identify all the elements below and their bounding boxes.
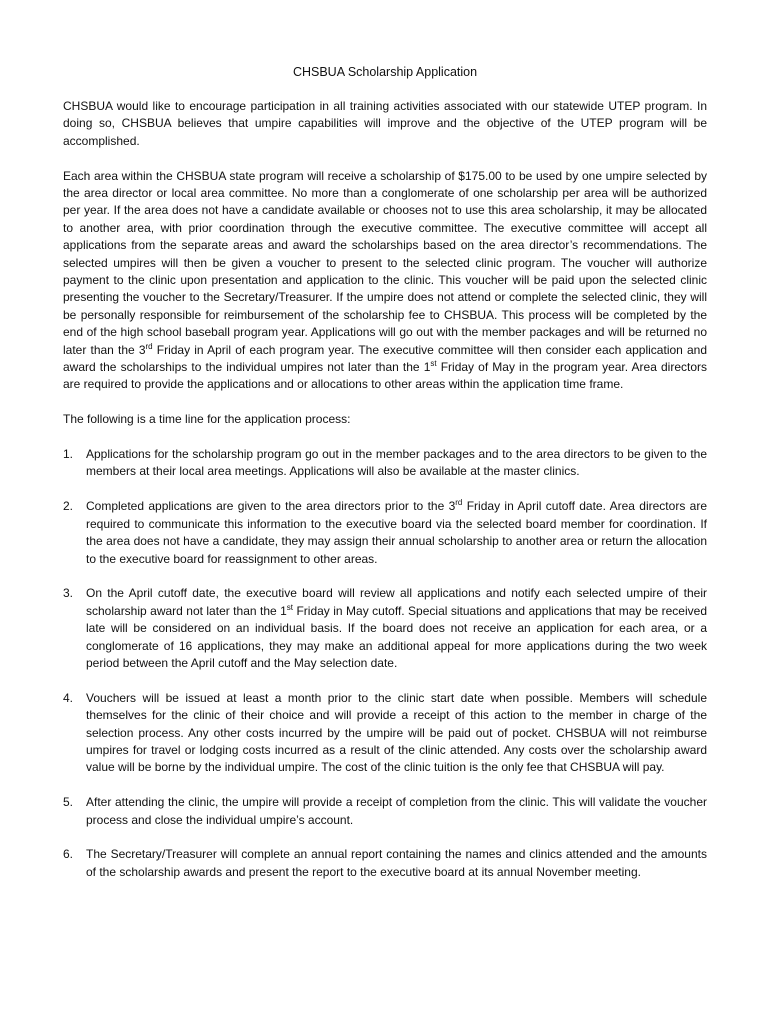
list-number: 3. [63,586,74,601]
page-title: CHSBUA Scholarship Application [292,65,478,79]
scholarship-text-2: Friday in April of each program year. The executive committee will then consider each application and award the scholarships to the individual umpires not later than the 1 [63,342,707,375]
timeline-intro: The following is a time line for the application process: [63,412,351,427]
scholarship-text-1: Each area within the CHSBUA state program will receive a scholarship of $175.00 to be used by one umpire selected by the area director or local area committee. No more than a conglomerate of one scholarship per area will be authorized per year. If the area does not have a candidate available or chooses not to use this area scholarship, it may be allocated to another area, with prior coordination through the executive committee. The executive committee will accept all applications from the separate areas and award the scholarships based on the area director’s recommendations. The selected umpires will then be given a voucher to present to the selected clinic program. The voucher will authorize payment to the clinic upon presentation and application to the clinic. This voucher will be paid upon the selected clinic presenting the voucher to the Secretary/Treasurer. If the umpire does not attend or complete the selected clinic, they will be personally responsible for reimbursement of the scholarship fee to CHSBUA. This process will be completed by the end of the high school baseball program year. Applications will go out with the member packages and will be returned no later than the 3 [63,168,707,357]
intro-paragraph: CHSBUA would like to encourage participation in all training activities associated with our statewide UTEP program. In doing so, CHSBUA believes that umpire capabilities will improve and the objective of the UTEP program will be accomplished. [63,99,707,148]
list-item [63,846,707,881]
scholarship-paragraph [63,168,707,394]
list-text-part: Completed applications are given to the area directors prior to the 3 [86,499,456,514]
list-number: 2. [63,499,74,514]
scholarship-text-3: Friday of May in the program year. Area directors are required to provide the applications and or allocations to other areas within the application time frame. [63,360,707,392]
list-number: 1. [63,447,74,462]
ordinal-suffix: rd [455,498,463,508]
list-text-part: On the April cutoff date, the executive board will review all applications and notify each selected umpire of their scholarship award not later than the 1 [86,586,707,618]
ordinal-suffix: st [286,602,294,612]
list-text-part: Friday in May cutoff. Special situations and applications that may be received late will be considered on an individual basis. If the board does not receive an application for each area, or a conglomerate of 16 applications, they may make an additional appeal for more applications during the two week period between the April cutoff and the May selection date. [86,603,707,670]
ordinal-suffix: st [430,359,437,369]
list-number: 5. [63,795,74,810]
timeline-list [63,446,707,881]
document-page [63,64,707,899]
list-text [86,499,707,565]
list-item [63,446,707,481]
list-text: Vouchers will be issued at least a month prior to the clinic start date when possible. Members will schedule themselves for the clinic of their choice and will provide a receipt of this action to the member in charge of the selection process. Any other costs incurred by the umpire will be paid out of pocket. CHSBUA will not reimburse umpires for travel or lodging costs incurred as a result of the clinic attended. Any costs over the scholarship award value will be borne by the individual umpire. The cost of the clinic tuition is the only fee that CHSBUA will pay. [86,690,707,775]
list-item [63,794,707,829]
list-item [63,585,707,672]
list-number: 6. [63,847,74,862]
list-text [86,586,707,670]
list-number: 4. [63,690,74,705]
list-text-part: Friday in April cutoff date. Area directors are required to communicate this information to the executive board via the selected board member for coordination. If the area does not have a candidate, they may assign their annual scholarship to another area or return the allocation to the executive board for reassignment to other areas. [86,499,707,566]
list-text: Applications for the scholarship program go out in the member packages and to the area directors to be given to the members at their local area meetings. Applications will also be available at the master clinics. [86,447,707,479]
list-text: The Secretary/Treasurer will complete an annual report containing the names and clinics attended and the amounts of the scholarship awards and present the report to the executive board at its annual November meeting. [86,847,707,879]
list-item [63,498,707,568]
ordinal-suffix: rd [145,341,153,351]
list-item [63,690,707,777]
list-text: After attending the clinic, the umpire will provide a receipt of completion from the clinic. This will validate the voucher process and close the individual umpire’s account. [86,795,707,827]
